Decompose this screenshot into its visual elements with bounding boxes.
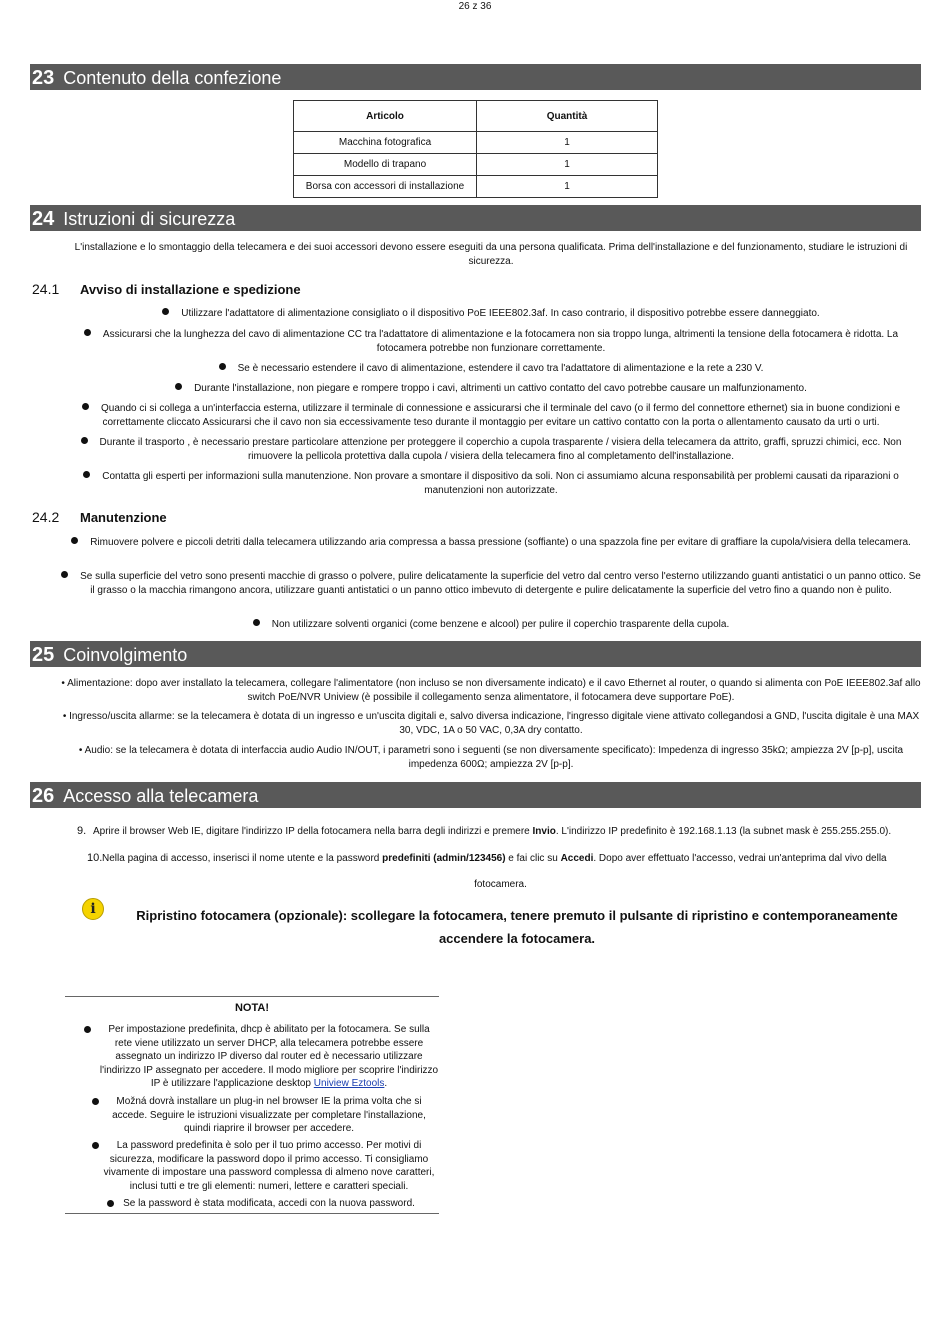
- table-header: Quantità: [477, 101, 658, 132]
- paragraph: • Audio: se la telecamera è dotata di interfaccia audio Audio IN/OUT, i parametri sono i seguenti (se non diversamente specificato): Impedenza di ingresso 35kΩ; ampiezza 2V [p-p], uscita impedenza 600Ω; ampiezza 2V [p-p].: [78, 745, 904, 770]
- table-cell: Modello di trapano: [294, 154, 477, 176]
- table-row: [294, 132, 658, 154]
- bullet-icon: [253, 619, 260, 626]
- subsection-number: 24.1: [32, 281, 60, 297]
- table-header: Articolo: [294, 101, 477, 132]
- bullet-icon: [82, 403, 89, 410]
- note-title: NOTA!: [234, 1002, 269, 1014]
- list-item: Rimuovere polvere e piccoli detriti dalla telecamera utilizzando aria compressa a bassa pressione (soffiante) o una spazzola fine per evitare di graffiare la cupola/visiera della telecamera.: [60, 536, 922, 550]
- list-item: Quando ci si collega a un'interfaccia esterna, utilizzare il terminale di connessione e assicurarsi che il terminale del cavo (o il fermo del connettore ethernet) sia in buone condizioni e correttamente cliccato Assicurarsi che il cavo non sia eccessivamente teso durante il montaggio per evitare un cattivo contatto con la porta o allentamento causato da urti o urti.: [60, 402, 922, 430]
- bullet-icon: [61, 571, 68, 578]
- section-title: Contenuto della confezione: [63, 68, 282, 88]
- list-item: La password predefinita è solo per il tuo primo accesso. Per motivi di sicurezza, modificare la password dopo il primo accesso. Ti consigliamo vivamente di impostare una password complessa di almeno nove caratteri, inclusi tutti e tre gli elementi: numeri, lettere e caratteri speciali.: [65, 1139, 439, 1193]
- list-item: Se è necessario estendere il cavo di alimentazione, estendere il cavo tra l'adattatore di alimentazione e la rete a 230 V.: [60, 362, 922, 376]
- contents-table: [293, 100, 658, 198]
- list-item: Se sulla superficie del vetro sono presenti macchie di grasso o polvere, pulire delicatamente la superficie del vetro dal centro verso l'esterno utilizzando guanti antistatici o un panno ottico. Se il grasso o la macchia rimangono ancora, utilizzare guanti antistatici o un panno ottico imbevuto di detergente e pulire delicatamente la superficie del vetro fino a quando non è pulito.: [60, 570, 922, 598]
- bullet-icon: [83, 471, 90, 478]
- list-item: Contatta gli esperti per informazioni sulla manutenzione. Non provare a smontare il dispositivo da soli. Non ci assumiamo alcuna responsabilità per problemi causati da riparazioni o manutenzioni non autorizzate.: [60, 470, 922, 498]
- safety-intro: L'installazione e lo smontaggio della telecamera e dei suoi accessori devono essere eseguiti da una persona qualificata. Prima dell'installazione e del funzionamento, studiare le istruzioni di sicurezza.: [74, 242, 908, 267]
- table-row: [294, 176, 658, 198]
- step-number: 9.: [77, 825, 87, 837]
- step-10-continued: fotocamera.: [474, 879, 527, 890]
- bullet-icon: [84, 1026, 91, 1033]
- list-item: Non utilizzare solventi organici (come benzene e alcool) per pulire il coperchio trasparente della cupola.: [60, 618, 922, 632]
- list-item: Durante l'installazione, non piegare e rompere troppo i cavi, altrimenti un cattivo contatto del cavo potrebbe causare un malfunzionamento.: [60, 382, 922, 396]
- table-cell: Borsa con accessori di installazione: [294, 176, 477, 198]
- subsection-number: 24.2: [32, 509, 60, 525]
- list-item: Per impostazione predefinita, dhcp è abilitato per la fotocamera. Se sulla rete viene utilizzato un server DHCP, alla telecamera potrebbe essere assegnato un indirizzo IP diverso dal router ed è necessario utilizzare l'indirizzo IP assegnato per accedere. Il modo migliore per scoprire l'indirizzo IP è utilizzare l'applicazione desktop Uniview Eztools.: [65, 1023, 439, 1091]
- section-number: 24: [32, 208, 55, 230]
- page-number: 26 z 36: [458, 1, 492, 12]
- bullet-icon: [71, 537, 78, 544]
- note-box: [65, 996, 439, 1214]
- step-10: 10.Nella pagina di accesso, inserisci il nome utente e la password predefiniti (admin/123456) e fai clic su Accedi. Dopo aver effettuato l'accesso, vedrai un'anteprima dal vivo della: [87, 852, 887, 864]
- table-cell: Macchina fotografica: [294, 132, 477, 154]
- tip-text: Ripristino fotocamera (opzionale): scollegare la fotocamera, tenere premuto il pulsante di ripristino e contemporaneamente accendere la fotocamera.: [136, 908, 898, 946]
- bullet-icon: [92, 1142, 99, 1149]
- paragraph: • Alimentazione: dopo aver installato la telecamera, collegare l'alimentatore (non incluso se non diversamente indicato) e il cavo Ethernet al router, o quando si alimenta con PoE IEEE802.3af allo switch PoE/NVR Uniview (è possibile il collegamento senza alimentatore, il fotocamera deve supportare PoE).: [61, 678, 921, 703]
- table-header-row: [294, 101, 658, 132]
- list-item: Možná dovrà installare un plug-in nel browser IE la prima volta che si accede. Seguire le istruzioni visualizzate per completare l'installazione, quindi riaprire il browser per accedere.: [65, 1095, 439, 1136]
- section-title: Accesso alla telecamera: [63, 786, 259, 806]
- bullet-icon: [107, 1200, 114, 1207]
- section-heading-25: [30, 641, 921, 667]
- bullet-icon: [84, 329, 91, 336]
- list-item: Se la password è stata modificata, accedi con la nuova password.: [65, 1197, 439, 1211]
- section-number: 26: [32, 785, 55, 807]
- bullet-icon: [81, 437, 88, 444]
- subsection-heading-24-1: [32, 281, 301, 297]
- section-number: 25: [32, 644, 55, 666]
- subsection-title: Manutenzione: [80, 510, 167, 525]
- table-row: [294, 154, 658, 176]
- section-heading-24: [30, 205, 921, 231]
- list-item: Durante il trasporto , è necessario prestare particolare attenzione per proteggere il coperchio a cupola trasparente / visiera della telecamera da attrito, graffi, spruzzi chimici, ecc. Non rimuovere la pellicola protettiva dalla cupola / visiera della telecamera fino al completamento dell'installazione.: [60, 436, 922, 464]
- subsection-title: Avviso di installazione e spedizione: [80, 282, 301, 297]
- info-icon: i: [82, 898, 104, 920]
- table-cell: 1: [477, 132, 658, 154]
- bullet-icon: [92, 1098, 99, 1105]
- uniview-eztools-link[interactable]: Uniview Eztools: [313, 1078, 385, 1089]
- paragraph: • Ingresso/uscita allarme: se la telecamera è dotata di un ingresso e un'uscita digitali e, salvo diversa indicazione, l'ingresso digitale viene attivato collegandosi a GND, l'uscita digitale è una MAX 30, VDC, 1A o 50 VAC, 0,3A dry contatto.: [62, 711, 920, 736]
- section-heading-26: [30, 782, 921, 808]
- section-heading-23: [30, 64, 921, 90]
- step-number: 10.: [87, 852, 103, 864]
- list-item: Assicurarsi che la lunghezza del cavo di alimentazione CC tra l'adattatore di alimentazione e la fotocamera non sia troppo lunga, altrimenti la tensione della fotocamera è ridotta. La fotocamera potrebbe non funzionare correttamente.: [60, 328, 922, 356]
- section-title: Coinvolgimento: [63, 645, 188, 665]
- subsection-heading-24-2: [32, 509, 167, 525]
- bullet-icon: [162, 308, 169, 315]
- table-cell: 1: [477, 176, 658, 198]
- list-item: Utilizzare l'adattatore di alimentazione consigliato o il dispositivo PoE IEEE802.3af. In caso contrario, il dispositivo potrebbe essere danneggiato.: [60, 307, 922, 321]
- section-title: Istruzioni di sicurezza: [63, 209, 236, 229]
- table-cell: 1: [477, 154, 658, 176]
- bullet-icon: [175, 383, 182, 390]
- bullet-icon: [219, 363, 226, 370]
- step-9: 9. Aprire il browser Web IE, digitare l'indirizzo IP della fotocamera nella barra degli indirizzi e premere Invio. L'indirizzo IP predefinito è 192.168.1.13 (la subnet mask è 255.255.255.0).: [77, 825, 892, 837]
- section-number: 23: [32, 67, 55, 89]
